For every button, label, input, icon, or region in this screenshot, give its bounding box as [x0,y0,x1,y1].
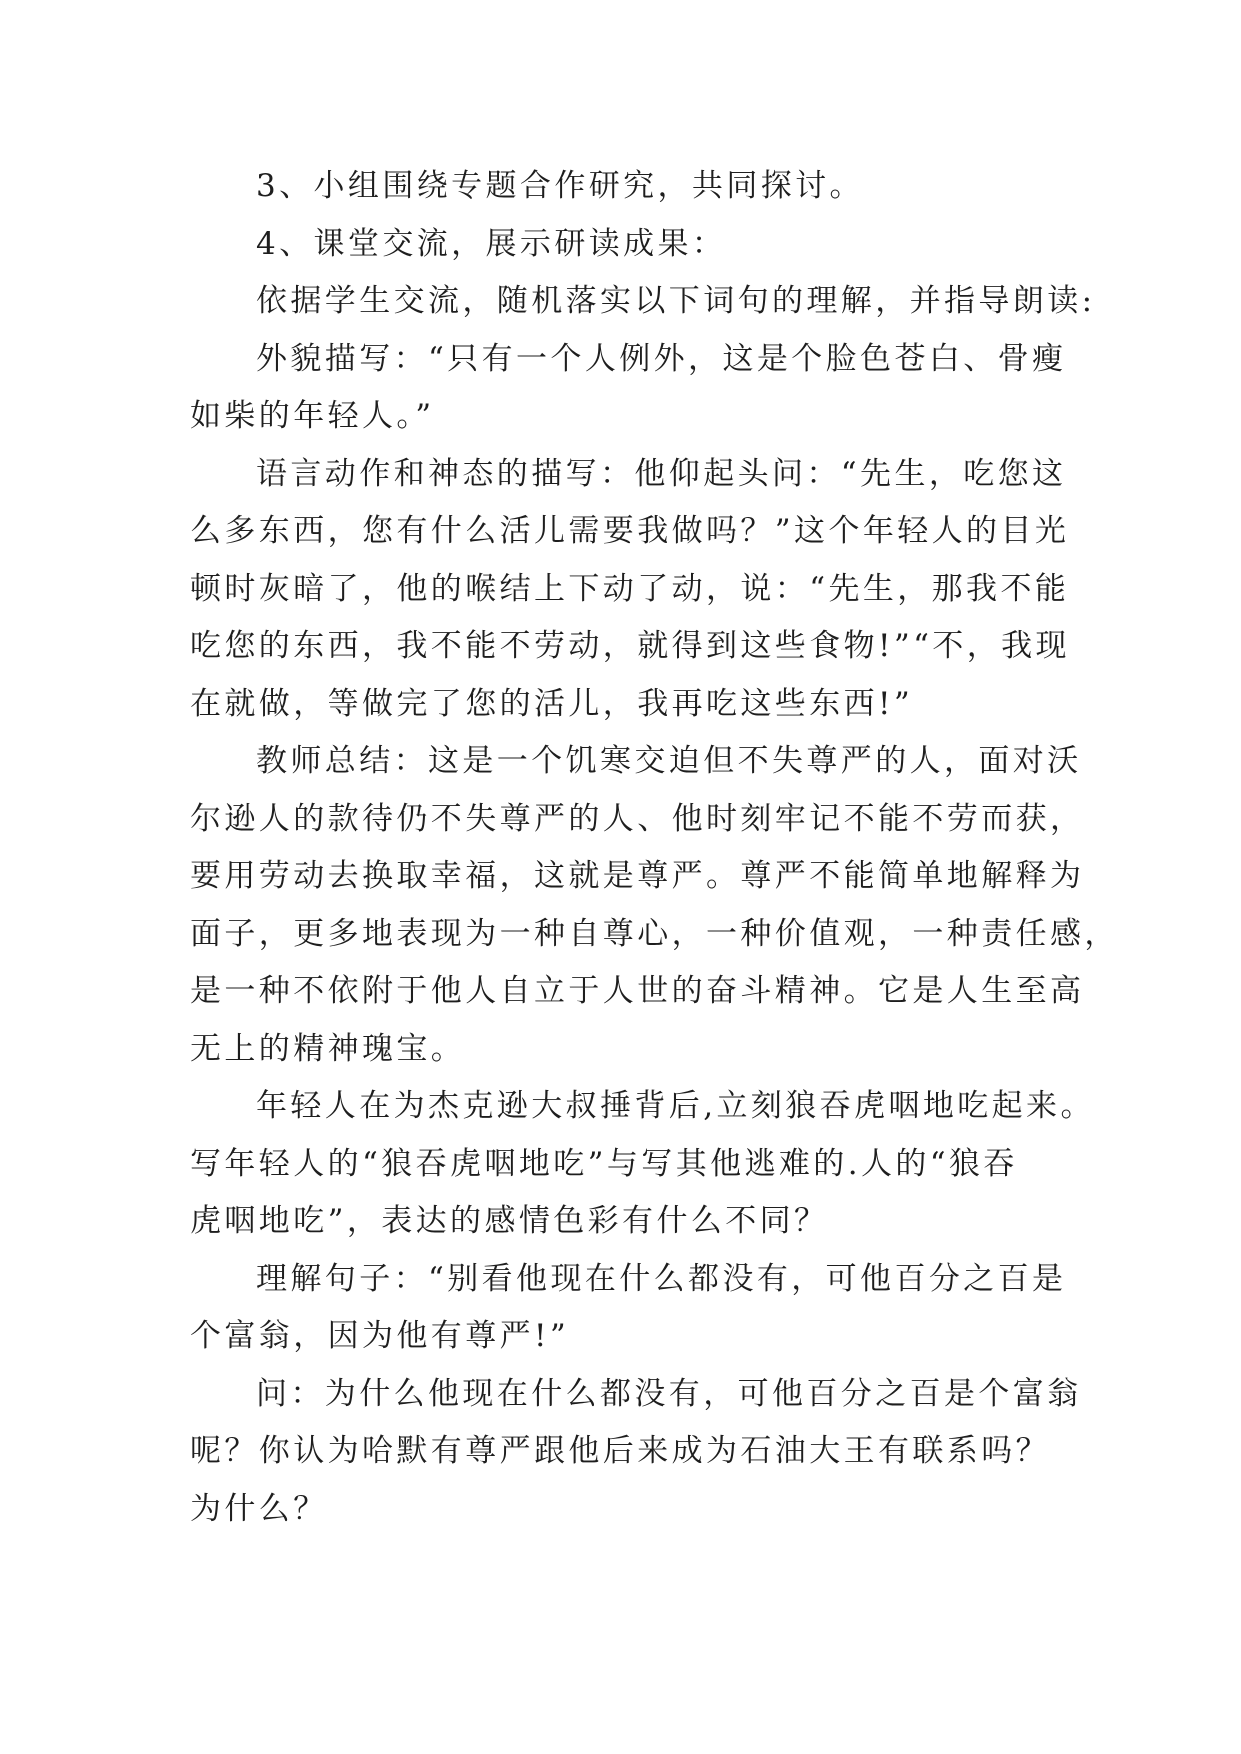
text-line: 面子，更多地表现为一种自尊心，一种价值观，一种责任感， [190,915,1119,952]
paragraph-eating-contrast [190,1078,1095,1251]
text-line: 如柴的年轻人。” [190,398,435,434]
text-line: 无上的精神瑰宝。 [190,1030,466,1067]
text-line: 个富翁，因为他有尊严!” [190,1318,570,1354]
text-line: 4、课堂交流，展示研读成果： [256,225,727,262]
text-line: 要用劳动去换取幸福，这就是尊严。尊严不能简单地解释为 [190,858,1085,894]
document-body [190,158,1119,1538]
paragraph-understand-sentence [190,1251,1067,1366]
paragraph-question [190,1366,1082,1539]
text-line: 在就做，等做完了您的活儿，我再吃这些东西!” [190,685,914,722]
text-line: 尔逊人的款待仍不失尊严的人、他时刻牢记不能不劳而获， [190,800,1085,837]
paragraph-appearance [190,331,1067,446]
text-line: 理解句子：“别看他现在什么都没有，可他百分之百是 [256,1260,1067,1297]
text-line: 教师总结：这是一个饥寒交迫但不失尊严的人，面对沃 [256,743,1082,779]
text-line: 年轻人在为杰克逊大叔捶背后,立刻狼吞虎咽地吃起来。 [256,1088,1095,1124]
text-line: 是一种不依附于他人自立于人世的奋斗精神。它是人生至高 [190,973,1085,1009]
paragraph-step-3 [190,158,1056,216]
text-line: 么多东西，您有什么活儿需要我做吗？”这个年轻人的目光 [190,513,1070,549]
text-line: 呢？你认为哈默有尊严跟他后来成为石油大王有联系吗？ [190,1433,1050,1469]
paragraph-guidance [190,273,1096,331]
paragraph-teacher-summary [190,733,1119,1078]
text-line: 语言动作和神态的描写：他仰起头问：“先生，吃您这 [256,455,1067,492]
text-line: 3、小组围绕专题合作研究，共同探讨。 [256,168,864,204]
text-line: 顿时灰暗了，他的喉结上下动了动，说：“先生，那我不能 [190,570,1070,607]
text-line: 为什么？ [190,1490,328,1527]
text-line: 写年轻人的“狼吞虎咽地吃”与写其他逃难的.人的“狼吞 [190,1145,1018,1182]
text-line: 问：为什么他现在什么都没有，可他百分之百是个富翁 [256,1375,1082,1412]
text-line: 虎咽地吃”，表达的感情色彩有什么不同？ [190,1203,829,1239]
text-line: 吃您的东西，我不能不劳动，就得到这些食物!”“不，我现 [190,628,1070,664]
paragraph-language-action [190,446,1070,734]
text-line: 依据学生交流，随机落实以下词句的理解，并指导朗读: [256,283,1096,319]
text-line: 外貌描写：“只有一个人例外，这是个脸色苍白、骨瘦 [256,340,1067,377]
paragraph-step-4 [190,216,1056,274]
